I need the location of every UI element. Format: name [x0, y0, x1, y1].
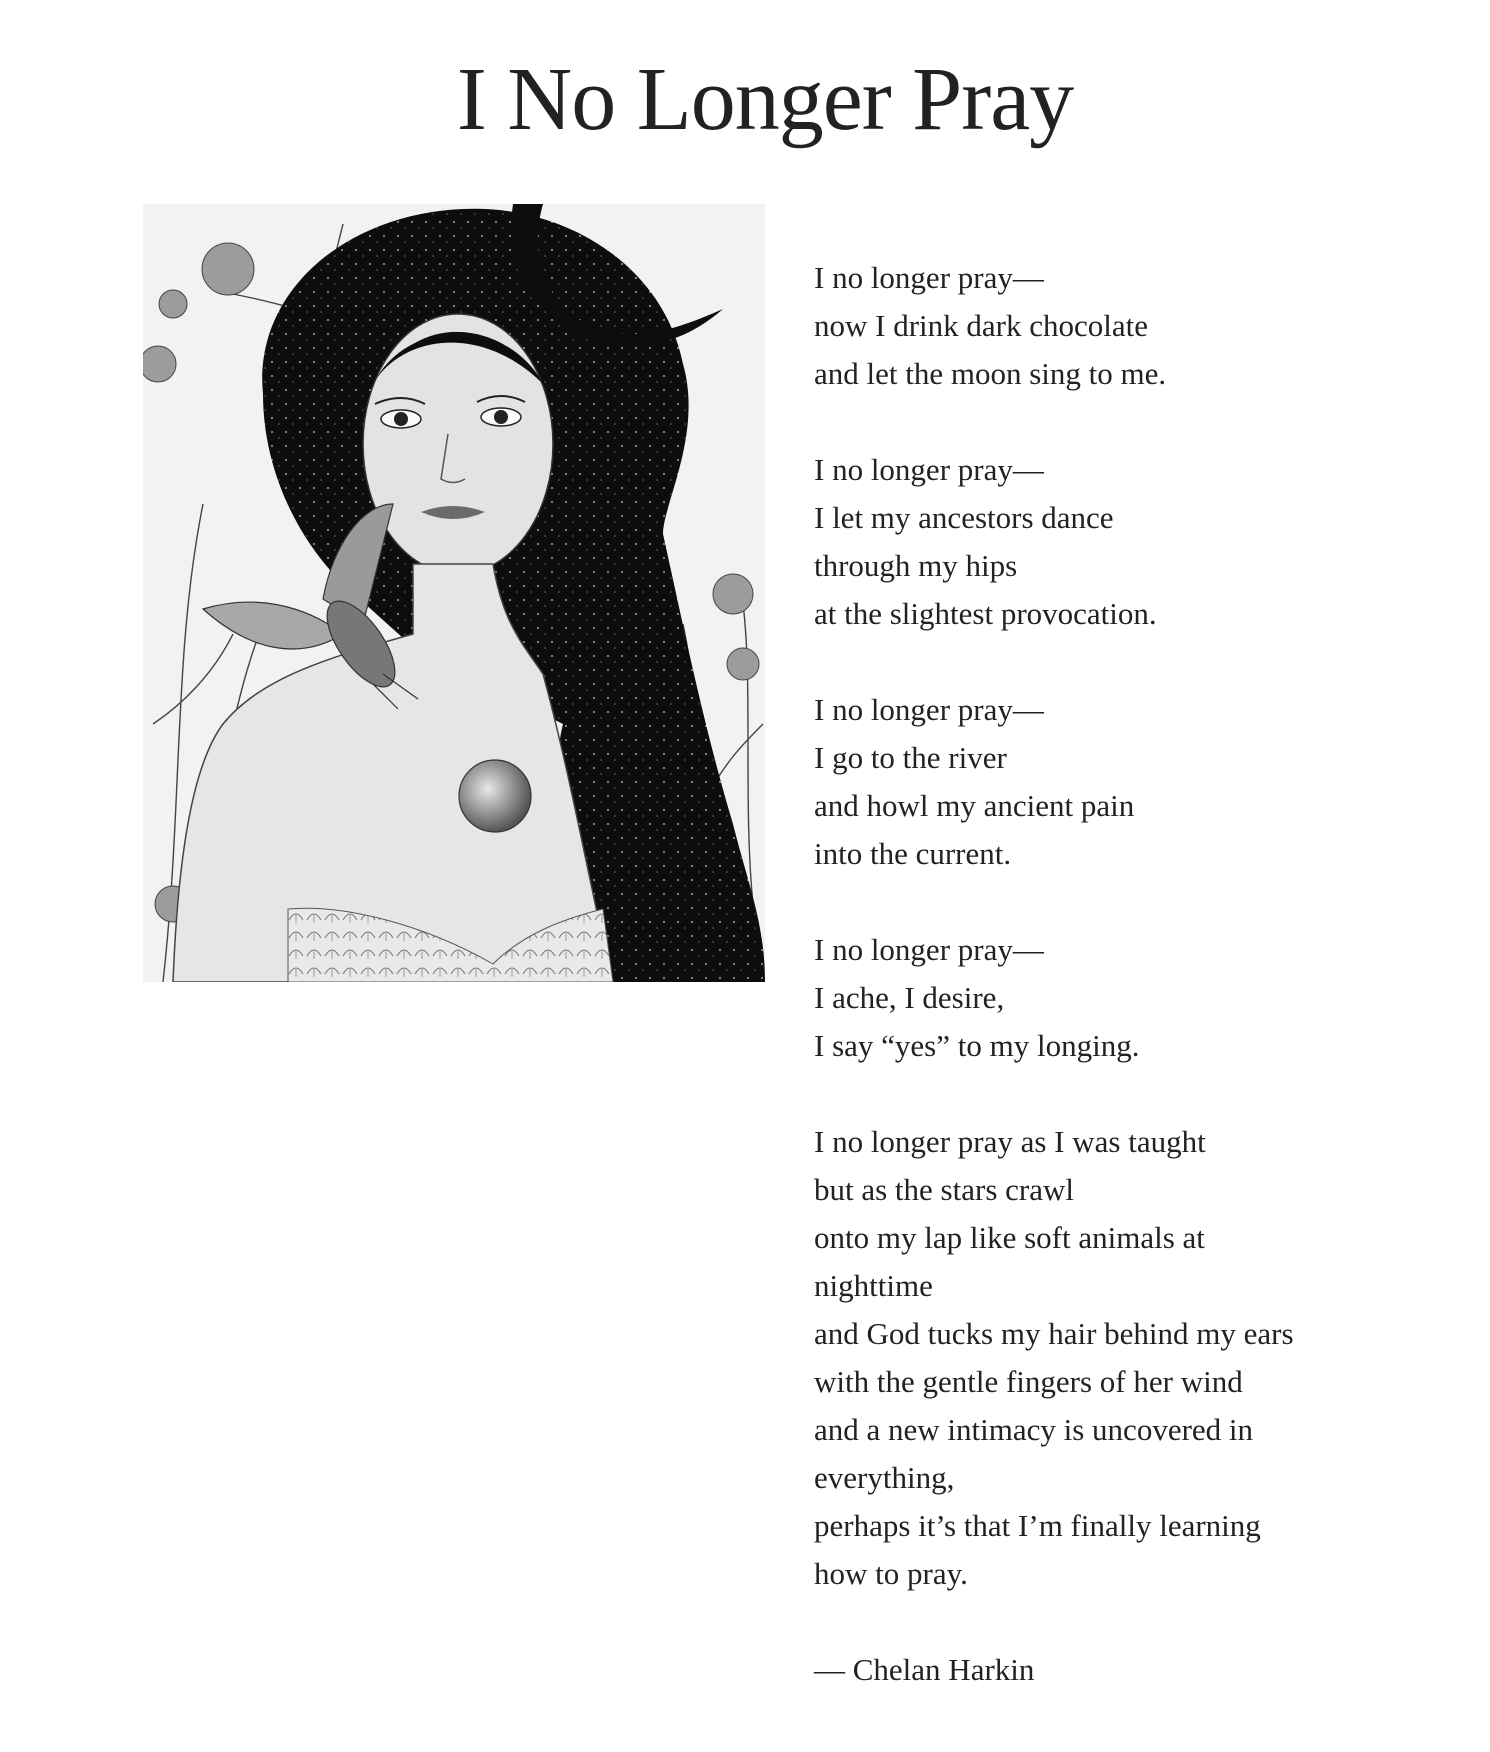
poem-line: and a new intimacy is uncovered in	[814, 1412, 1254, 1447]
poem-line: but as the stars crawl	[814, 1172, 1074, 1207]
poem-line: into the current.	[814, 836, 1012, 871]
poem-line: I no longer pray—	[814, 692, 1044, 727]
poem-line: and God tucks my hair behind my ears	[814, 1316, 1294, 1351]
poem-line: everything,	[814, 1460, 955, 1495]
poem-line: I no longer pray—	[814, 260, 1044, 295]
page-title: I No Longer Pray	[456, 50, 1074, 149]
stanza	[814, 446, 1454, 638]
poem-line: nighttime	[814, 1268, 933, 1303]
poem-line: how to pray.	[814, 1556, 968, 1591]
stanza	[814, 686, 1454, 878]
poem-line: through my hips	[814, 548, 1018, 583]
poem	[814, 254, 1454, 1694]
poem-line: with the gentle fingers of her wind	[814, 1364, 1243, 1399]
poem-line: perhaps it’s that I’m finally learning	[814, 1508, 1261, 1543]
poem-line: at the slightest provocation.	[814, 596, 1157, 631]
poem-line: I ache, I desire,	[814, 980, 1005, 1015]
poem-line: I no longer pray—	[814, 932, 1044, 967]
poem-line: and let the moon sing to me.	[814, 356, 1167, 391]
poem-attribution: — Chelan Harkin	[814, 1652, 1035, 1687]
stanza	[814, 1118, 1454, 1598]
poem-line: I let my ancestors dance	[814, 500, 1114, 535]
poem-line: now I drink dark chocolate	[814, 308, 1148, 343]
stanza	[814, 926, 1454, 1070]
poem-line: and howl my ancient pain	[814, 788, 1135, 823]
poem-line: I no longer pray—	[814, 452, 1044, 487]
stanza	[814, 254, 1454, 398]
poem-line: onto my lap like soft animals at	[814, 1220, 1205, 1255]
poem-line: I go to the river	[814, 740, 1007, 775]
poem-line: I say “yes” to my longing.	[814, 1028, 1140, 1063]
poem-line: I no longer pray as I was taught	[814, 1124, 1206, 1159]
portrait-illustration	[143, 204, 765, 982]
